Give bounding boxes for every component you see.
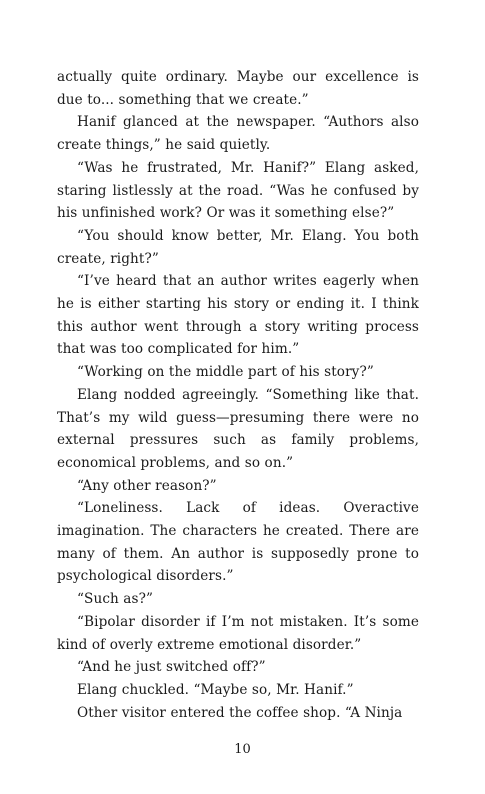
body-text — [57, 66, 419, 724]
paragraph: “I’ve heard that an author writes eagerly when he is either starting his story or ending it. I think this author went through a story writing process that was too complicated for him.” — [57, 273, 419, 358]
paragraph: Hanif glanced at the newspaper. “Authors also create things,” he said quietly. — [57, 114, 419, 154]
page-number: 10 — [234, 742, 251, 757]
paragraph: Elang chuckled. “Maybe so, Mr. Hanif.” — [77, 681, 354, 698]
paragraph: “Bipolar disorder if I’m not mistaken. It’s some kind of overly extreme emotional disorder.” — [57, 613, 419, 653]
paragraph: “Was he frustrated, Mr. Hanif?” Elang asked, staring listlessly at the road. “Was he confused by his unfinished work? Or was it something else?” — [57, 159, 419, 222]
paragraph: “And he just switched off?” — [77, 659, 266, 676]
paragraph: actually quite ordinary. Maybe our excellence is due to... something that we create.” — [57, 69, 419, 108]
paragraph: “Any other reason?” — [77, 477, 217, 494]
paragraph: “Working on the middle part of his story?” — [77, 364, 374, 381]
paragraph: Other visitor entered the coffee shop. “A Ninja — [77, 704, 403, 721]
paragraph: “You should know better, Mr. Elang. You both create, right?” — [57, 227, 419, 267]
paragraph: “Such as?” — [77, 591, 154, 608]
paragraph: “Loneliness. Lack of ideas. Overactive imagination. The characters he created. There are many of them. An author is supposedly prone to psychological disorders.” — [57, 500, 419, 585]
paragraph: Elang nodded agreeingly. “Something like that. That’s my wild guess—presuming there were no external pressures such as family problems, economical problems, and so on.” — [57, 386, 419, 471]
